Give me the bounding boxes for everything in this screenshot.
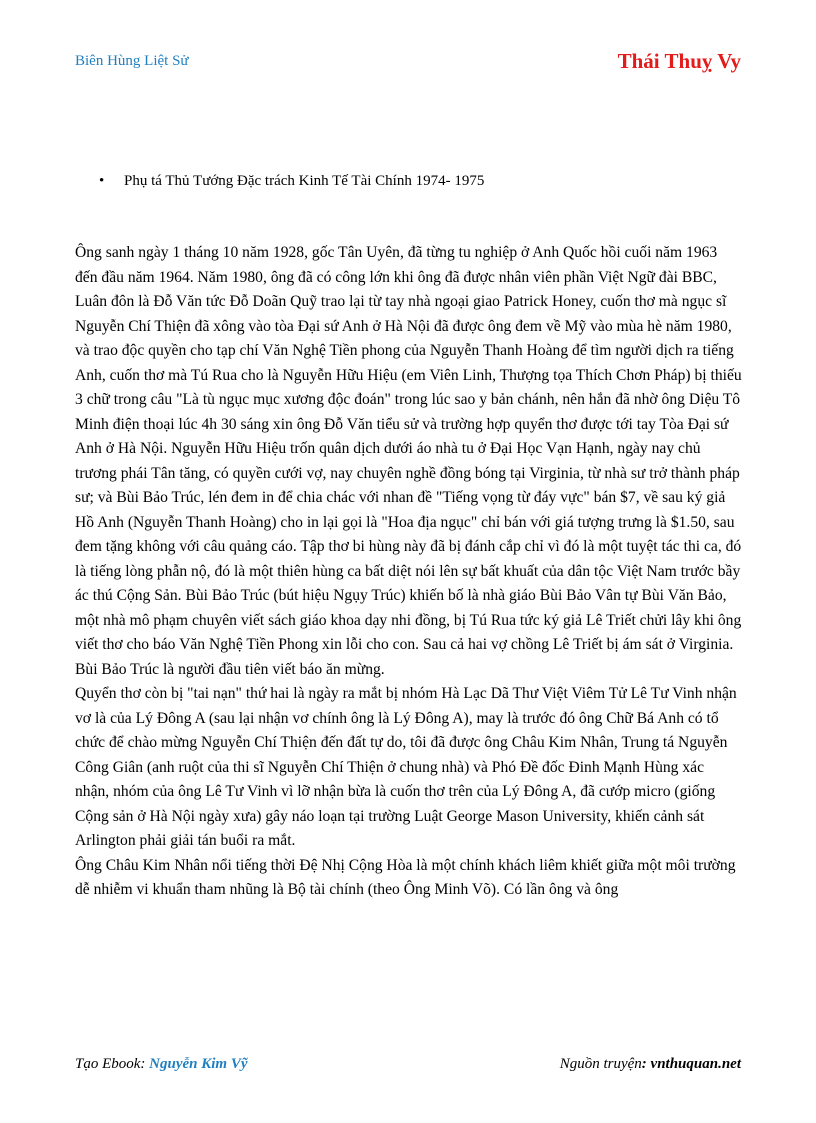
header-author-name: Thái Thuỵ Vy	[617, 49, 741, 73]
list-item	[75, 170, 741, 192]
bullet-icon: •	[99, 173, 105, 189]
footer-ebook-credit	[75, 1056, 248, 1073]
footer-source-label: Nguồn truyện	[559, 1056, 642, 1072]
footer-creator-name: Nguyễn Kim Vỹ	[149, 1056, 248, 1072]
footer-source-site: vnthuquan.net	[650, 1056, 741, 1072]
position-list	[75, 170, 741, 192]
body-text	[75, 241, 742, 903]
list-item-text: Phụ tá Thủ Tướng Đặc trách Kinh Tế Tài Chính 1974- 1975	[124, 173, 485, 189]
paragraph: Ông sanh ngày 1 tháng 10 năm 1928, gốc Tân Uyên, đã từng tu nghiệp ở Anh Quốc hồi cuối năm 1963 đến đầu năm 1964. Năm 1980, ông đã có công lớn khi ông đã được nhân viên phần Việt Ngữ đài BBC, Luân đôn là Đỗ Văn tức Đỗ Doãn Quỹ trao lại từ tay nhà ngoại giao Patrick Honey, cuốn thơ mà ngục sĩ Nguyễn Chí Thiện đã xông vào tòa Đại sứ Anh ở Hà Nội đã được ông đem về Mỹ vào mùa hè năm 1980, và trao độc quyền cho tạp chí Văn Nghệ Tiền phong của Nguyễn Thanh Hoàng để tìm người dịch ra tiếng Anh, cuốn thơ mà Tú Rua cho là Nguyễn Hữu Hiệu (em Viên Linh, Thượng tọa Thích Chơn Pháp) bị thiếu 3 chữ trong câu "Là tù ngục mục xương độc đoán" trong lúc sao y bản chánh, nên hắn đã nhờ ông Diệu Tô Minh điện thoại lúc 4h 30 sáng xin ông Đỗ Văn tiểu sử và trường hợp quyển thơ được tới tay Tòa Đại sứ Anh ở Hà Nội. Nguyễn Hữu Hiệu trốn quân dịch dưới áo nhà tu ở Đại Học Vạn Hạnh, ngày nay chủ trương phái Tân tăng, có quyền cưới vợ, nay chuyên nghề đồng bóng tại Virginia, từ nhà sư trở thành pháp sư; và Bùi Bảo Trúc, lén đem in để chia chác với nhan đề "Tiếng vọng từ đáy vực" bán $7, về sau ký giả Hồ Anh (Nguyễn Thanh Hoàng) cho in lại gọi là "Hoa địa ngục" chỉ bán với giá tượng trưng là $1.50, sau đem tặng không với câu quảng cáo. Tập thơ bi hùng này đã bị đánh cắp chỉ vì đó là một tuyệt tác thi ca, đó là tiếng lòng phẫn nộ, đó là một thiên hùng ca bất diệt nói lên sự bất khuất của dân tộc Việt Nam trước bầy ác thú Cộng Sản. Bùi Bảo Trúc (bút hiệu Ngụy Trúc) khiến bố là nhà giáo Bùi Bảo Vân tự Bùi Văn Bảo, một nhà mô phạm chuyên viết sách giáo khoa dạy nhi đồng, bị Tú Rua tức ký giả Lê Triết chửi lây khi ông viết thơ cho báo Văn Nghệ Tiền Phong xin lỗi cho con. Sau cả hai vợ chồng Lê Triết bị ám sát ở Virginia. Bùi Bảo Trúc là người đầu tiên viết báo ăn mừng.	[75, 244, 742, 678]
footer-source-separator: :	[641, 1056, 651, 1072]
paragraph: Ông Châu Kim Nhân nổi tiếng thời Đệ Nhị Cộng Hòa là một chính khách liêm khiết giữa một môi trường dễ nhiễm vi khuẩn tham nhũng là Bộ tài chính (theo Ông Minh Võ). Có lần ông và ông	[75, 856, 736, 898]
paragraph: Quyển thơ còn bị "tai nạn" thứ hai là ngày ra mắt bị nhóm Hà Lạc Dã Thư Việt Viêm Tử Lê Tư Vinh nhận vơ là của Lý Đông A (sau lại nhận vơ chính ông là Lý Đông A), may là trước đó ông Chữ Bá Anh có tổ chức để chào mừng Nguyễn Chí Thiện đến đất tự do, tôi đã được ông Châu Kim Nhân, Trung tá Nguyễn Công Giân (anh ruột của thi sĩ Nguyễn Chí Thiện ở chung nhà) và Phó Đề đốc Đinh Mạnh Hùng xác nhận, nhóm của ông Lê Tư Vinh vì lỡ nhận bừa là cuốn thơ trên của Lý Đông A, đã cướp micro (giống Cộng sản ở Hà Nội ngày xưa) gây náo loạn tại trường Luật George Mason University, khiến cảnh sát Arlington phải giải tán buổi ra mắt.	[75, 685, 737, 849]
header-book-title: Biên Hùng Liệt Sử	[75, 53, 189, 69]
footer-ebook-separator: :	[140, 1056, 150, 1072]
footer-ebook-label: Tạo Ebook	[75, 1056, 141, 1072]
footer-source-credit	[560, 1056, 741, 1073]
